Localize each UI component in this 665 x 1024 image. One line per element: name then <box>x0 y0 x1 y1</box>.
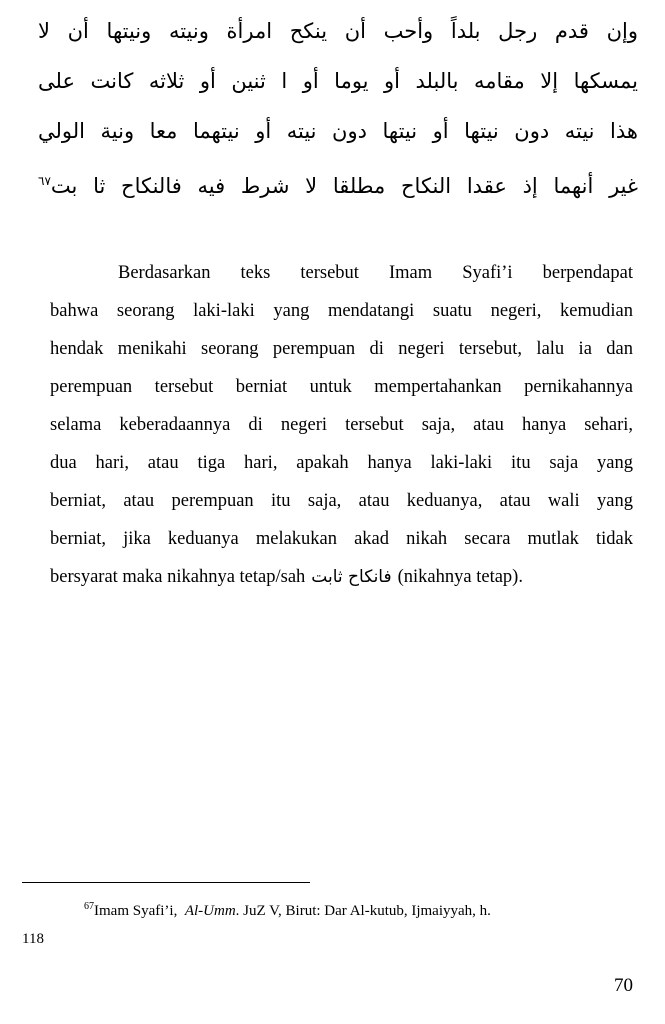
arabic-quotation-block <box>38 6 638 206</box>
body-line-4: perempuan tersebut berniat untuk mempertahankan pernikahannya <box>50 377 633 397</box>
footnote-page-continuation: 118 <box>22 931 44 947</box>
body-line-1 <box>50 254 633 292</box>
arabic-quotation-line-4-text: غير أنهما إذ عقدا النكاح مطلقا لا شرط فيه فالنكاح ثا بت <box>50 174 638 198</box>
footnote-separator-rule <box>22 882 310 883</box>
arabic-quotation-line-4 <box>38 156 638 206</box>
body-line-9-latin-before: bersyarat maka nikahnya tetap/sah <box>50 567 306 587</box>
body-line-8: berniat, jika keduanya melakukan akad nikah secara mutlak tidak <box>50 529 633 549</box>
body-line-1-text: Berdasarkan teks tersebut Imam Syafi’i berpendapat <box>118 263 633 283</box>
body-line-2: bahwa seorang laki-laki yang mendatangi suatu negeri, kemudian <box>50 301 633 321</box>
body-line-5: selama keberadaannya di negeri tersebut saja, atau hanya sehari, <box>50 415 633 435</box>
arabic-footnote-marker: ٦٧ <box>38 174 51 188</box>
arabic-quotation-line-1: وإن قدم رجل بلداً وأحب أن ينكح امرأة ونيته ونيتها أن لا <box>38 19 638 43</box>
arabic-quotation-line-3: هذا نيته دون نيتها أو نيتها دون نيته أو نيتهما معا ونية الولي <box>38 119 638 143</box>
footnote-author: Imam Syafi’i, <box>94 903 178 919</box>
body-line-6: dua hari, atau tiga hari, apakah hanya laki-laki itu saja yang <box>50 453 633 473</box>
footnote-block <box>22 893 633 953</box>
body-paragraph <box>50 254 633 596</box>
footnote-publication-info: . JuZ V, Birut: Dar Al-kutub, Ijmaiyyah, h. <box>235 903 491 919</box>
footnote-title: Al-Umm <box>184 903 236 919</box>
footnote-line-1 <box>22 893 633 925</box>
body-line-3: hendak menikahi seorang perempuan di negeri tersebut, lalu ia dan <box>50 339 633 359</box>
arabic-quotation-line-2: يمسكها إلا مقامه بالبلد أو يوما أو ا ثنين أو ثلاثه كانت على <box>38 69 638 93</box>
body-line-9-latin-after: (nikahnya tetap). <box>397 567 523 587</box>
inline-arabic-term: فانكاح ثابت <box>311 567 392 587</box>
body-line-9 <box>50 558 633 596</box>
page-number: 70 <box>614 975 633 996</box>
footnote-marker: 67 <box>84 901 94 912</box>
body-line-7: berniat, atau perempuan itu saja, atau keduanya, atau wali yang <box>50 491 633 511</box>
